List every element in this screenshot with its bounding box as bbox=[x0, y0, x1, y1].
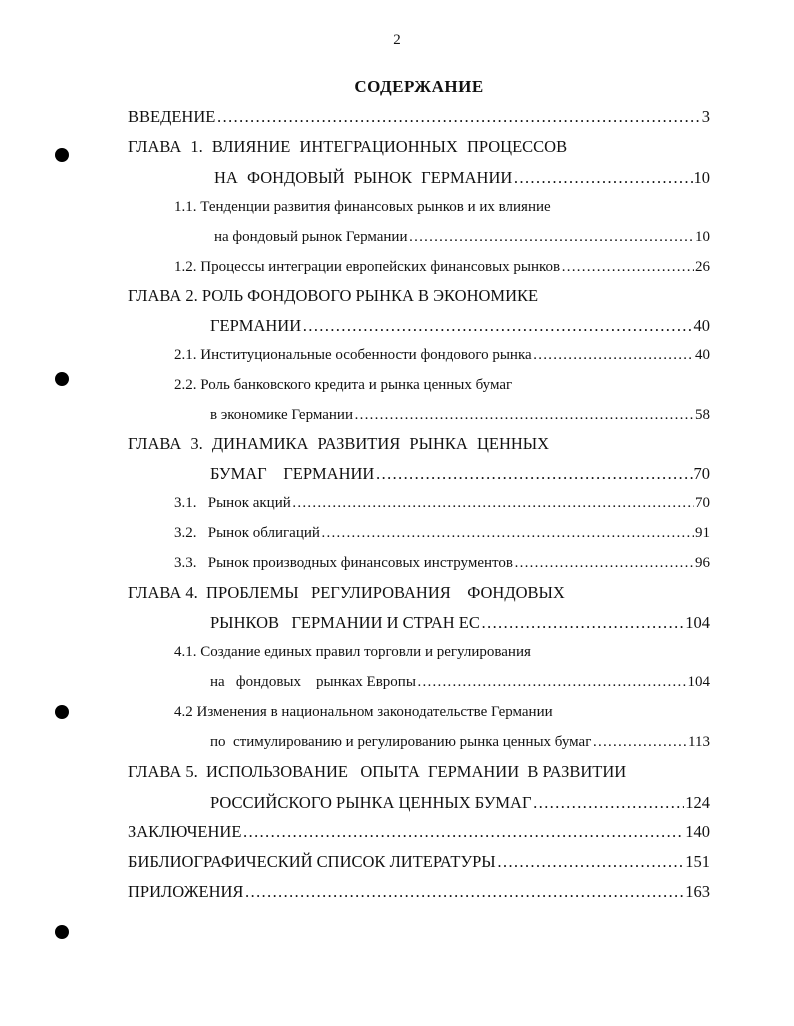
toc-entry-label: 3.3. Рынок производных финансовых инструментов bbox=[174, 555, 513, 571]
toc-page-number: 26 bbox=[695, 259, 710, 275]
toc-page-number: 140 bbox=[685, 822, 710, 841]
toc-entry-label: 2.1. Институциональные особенности фондового рынка bbox=[174, 347, 532, 363]
dot-leader bbox=[321, 522, 694, 544]
toc-page-number: 96 bbox=[695, 555, 710, 571]
toc-entry-bibliography bbox=[128, 851, 710, 873]
toc-page-number: 91 bbox=[695, 525, 710, 541]
page-title: СОДЕРЖАНИЕ bbox=[354, 77, 484, 96]
toc-chapter-1-title: ГЛАВА 1. ВЛИЯНИЕ ИНТЕГРАЦИОННЫХ ПРОЦЕССОВ bbox=[128, 137, 568, 156]
toc-entry-label: РОССИЙСКОГО РЫНКА ЦЕННЫХ БУМАГ bbox=[210, 793, 532, 812]
toc-section-2-2-entry bbox=[210, 404, 710, 426]
toc-entry-conclusion bbox=[128, 821, 710, 843]
toc-page-number: 58 bbox=[695, 407, 710, 423]
toc-page-number: 70 bbox=[695, 495, 710, 511]
toc-chapter-2-entry bbox=[210, 315, 710, 337]
toc-section-3-2-entry bbox=[174, 522, 710, 544]
dot-leader bbox=[417, 671, 687, 693]
dot-leader bbox=[354, 404, 694, 426]
toc-entry-label: ГЕРМАНИИ bbox=[210, 316, 302, 335]
toc-page-number: 124 bbox=[685, 793, 710, 812]
toc-section-2-1-entry bbox=[174, 344, 710, 366]
toc-section-1-1-title: 1.1. Тенденции развития финансовых рынков и их влияние bbox=[174, 199, 551, 215]
toc-section-1-2-entry bbox=[174, 256, 710, 278]
binder-hole-mark bbox=[55, 148, 69, 162]
toc-chapter-3-title: ГЛАВА 3. ДИНАМИКА РАЗВИТИЯ РЫНКА ЦЕННЫХ bbox=[128, 434, 550, 453]
toc-entry-label: ЗАКЛЮЧЕНИЕ bbox=[128, 822, 242, 841]
dot-leader bbox=[244, 881, 684, 903]
toc-page-number: 10 bbox=[695, 229, 710, 245]
dot-leader bbox=[497, 851, 685, 873]
binder-hole-mark bbox=[55, 705, 69, 719]
toc-chapter-4-title: ГЛАВА 4. ПРОБЛЕМЫ РЕГУЛИРОВАНИЯ ФОНДОВЫХ bbox=[128, 583, 565, 602]
toc-section-2-2-title: 2.2. Роль банковского кредита и рынка ценных бумаг bbox=[174, 377, 513, 393]
toc-entry-label: ВВЕДЕНИЕ bbox=[128, 107, 216, 126]
dot-leader bbox=[481, 612, 684, 634]
toc-entry-label: на фондовый рынок Германии bbox=[214, 229, 408, 245]
dot-leader bbox=[242, 821, 684, 843]
toc-chapter-5-title: ГЛАВА 5. ИСПОЛЬЗОВАНИЕ ОПЫТА ГЕРМАНИИ В РАЗВИТИИ bbox=[128, 762, 627, 781]
dot-leader bbox=[561, 256, 694, 278]
toc-page-number: 104 bbox=[685, 613, 710, 632]
toc-chapter-4-entry bbox=[210, 612, 710, 634]
toc-section-4-1-title: 4.1. Создание единых правил торговли и регулирования bbox=[174, 644, 531, 660]
toc-entry-label: на фондовых рынках Европы bbox=[210, 674, 416, 690]
toc-chapter-5-entry bbox=[210, 792, 710, 814]
dot-leader bbox=[514, 552, 694, 574]
toc-entry-label: БИБЛИОГРАФИЧЕСКИЙ СПИСОК ЛИТЕРАТУРЫ bbox=[128, 852, 496, 871]
dot-leader bbox=[375, 463, 692, 485]
toc-page-number: 40 bbox=[695, 347, 710, 363]
toc-entry-label: БУМАГ ГЕРМАНИИ bbox=[210, 464, 375, 483]
dot-leader bbox=[592, 731, 687, 753]
toc-entry-intro bbox=[128, 106, 710, 128]
toc-page-number: 70 bbox=[693, 464, 710, 483]
toc-page-number: 163 bbox=[685, 882, 710, 901]
toc-entry-label: по стимулированию и регулированию рынка ценных бумаг bbox=[210, 734, 592, 750]
toc-entry-label: в экономике Германии bbox=[210, 407, 353, 423]
dot-leader bbox=[292, 492, 694, 514]
toc-page-number: 104 bbox=[687, 674, 710, 690]
dot-leader bbox=[533, 344, 694, 366]
toc-chapter-2-title: ГЛАВА 2. РОЛЬ ФОНДОВОГО РЫНКА В ЭКОНОМИКЕ bbox=[128, 286, 539, 305]
toc-page-number: 40 bbox=[693, 316, 710, 335]
toc-section-3-3-entry bbox=[174, 552, 710, 574]
dot-leader bbox=[408, 226, 694, 248]
toc-chapter-1-entry bbox=[214, 167, 710, 189]
toc-page-number: 113 bbox=[688, 734, 710, 750]
toc-entry-appendix bbox=[128, 881, 710, 903]
toc-section-1-1-entry bbox=[214, 226, 710, 248]
toc-section-4-2-title: 4.2 Изменения в национальном законодательстве Германии bbox=[174, 704, 553, 720]
toc-section-4-2-entry bbox=[210, 731, 710, 753]
dot-leader bbox=[513, 167, 692, 189]
toc-chapter-3-entry bbox=[210, 463, 710, 485]
toc-entry-label: РЫНКОВ ГЕРМАНИИ И СТРАН ЕС bbox=[210, 613, 480, 632]
toc-entry-label: ПРИЛОЖЕНИЯ bbox=[128, 882, 244, 901]
toc-section-3-1-entry bbox=[174, 492, 710, 514]
toc-page-number: 3 bbox=[701, 107, 710, 126]
toc-entry-label: 1.2. Процессы интеграции европейских финансовых рынков bbox=[174, 259, 561, 275]
toc-page-number: 10 bbox=[693, 168, 710, 187]
toc-entry-label: 3.1. Рынок акций bbox=[174, 495, 291, 511]
dot-leader bbox=[216, 106, 700, 128]
dot-leader bbox=[533, 792, 685, 814]
binder-hole-mark bbox=[55, 372, 69, 386]
page-number: 2 bbox=[393, 32, 401, 48]
binder-hole-mark bbox=[55, 925, 69, 939]
toc-entry-label: 3.2. Рынок облигаций bbox=[174, 525, 320, 541]
toc-section-4-1-entry bbox=[210, 671, 710, 693]
toc-page-number: 151 bbox=[685, 852, 710, 871]
dot-leader bbox=[302, 315, 692, 337]
toc-entry-label: НА ФОНДОВЫЙ РЫНОК ГЕРМАНИИ bbox=[214, 168, 513, 187]
